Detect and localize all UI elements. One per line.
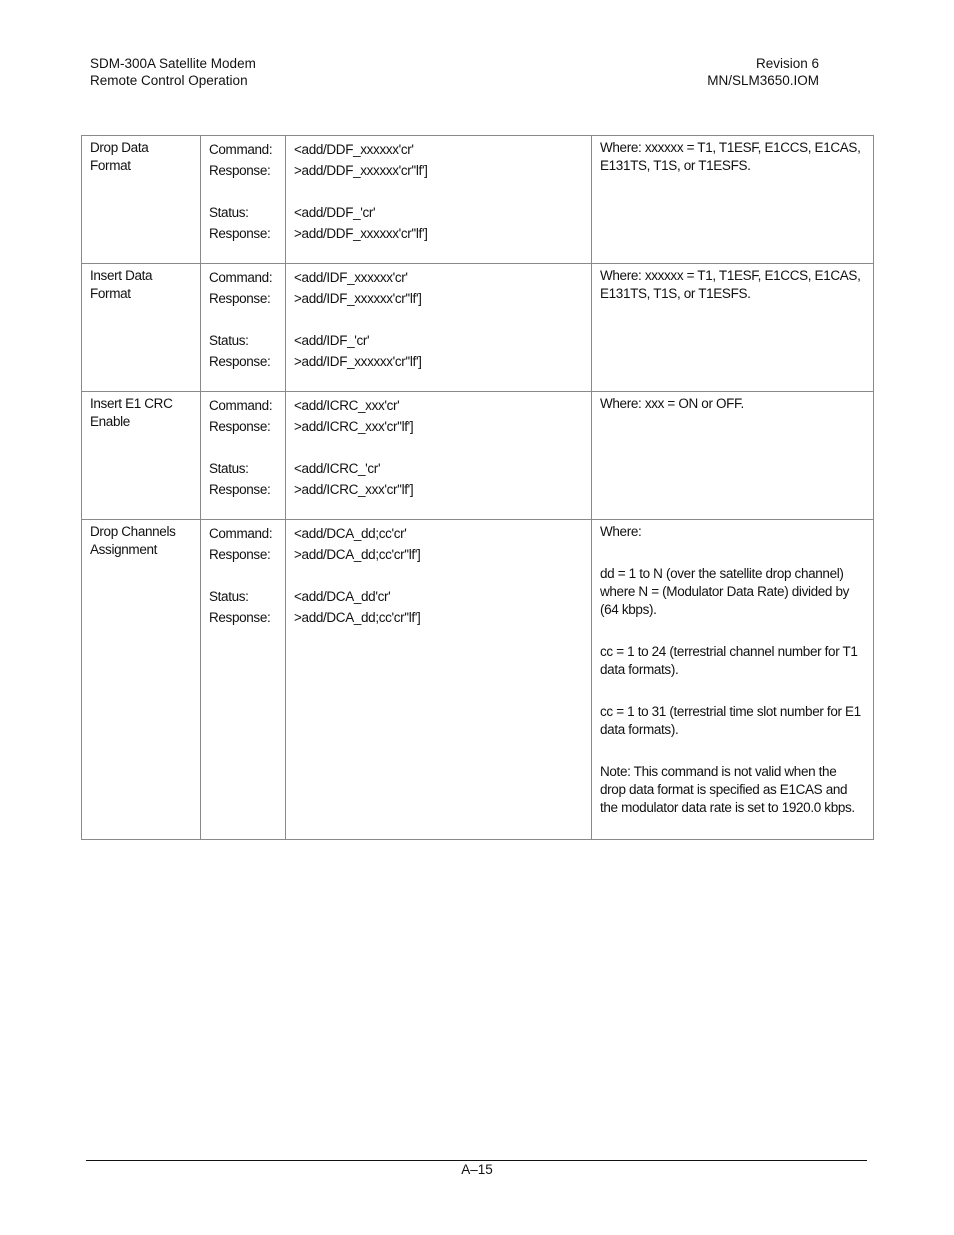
response-syntax: >add/DCA_dd;cc'cr''lf']	[294, 610, 421, 625]
table-row	[82, 392, 874, 520]
response-syntax: >add/DCA_dd;cc'cr''lf']	[294, 547, 421, 562]
response-label: Response:	[209, 354, 271, 369]
status-syntax: <add/IDF_'cr'	[294, 333, 370, 348]
description-note: Note: This command is not valid when the drop data format is specified as E1CAS and the modulator data rate is set to 1920.0 kbps.	[600, 764, 855, 815]
table-row	[82, 264, 874, 392]
page-header-left	[90, 56, 256, 89]
syntax-cell	[286, 136, 592, 264]
status-label: Status:	[209, 333, 249, 348]
description-text: Where: xxxxxx = T1, T1ESF, E1CCS, E1CAS, E131TS, T1S, or T1ESFS.	[600, 140, 861, 173]
parameter-name: Insert E1 CRC Enable	[90, 396, 173, 429]
response-syntax: >add/IDF_xxxxxx'cr''lf']	[294, 354, 422, 369]
description-cell	[592, 136, 874, 264]
description-text: Where:	[600, 524, 642, 539]
label-cell	[201, 264, 286, 392]
command-syntax: <add/DCA_dd;cc'cr'	[294, 526, 407, 541]
document-section: Remote Control Operation	[90, 72, 248, 88]
parameter-name: Drop Channels Assignment	[90, 524, 176, 557]
command-label: Command:	[209, 270, 273, 285]
parameter-name-cell	[82, 520, 201, 840]
command-syntax: <add/ICRC_xxx'cr'	[294, 398, 400, 413]
response-label: Response:	[209, 610, 271, 625]
syntax-cell	[286, 520, 592, 840]
response-label: Response:	[209, 482, 271, 497]
description-cell	[592, 264, 874, 392]
status-syntax: <add/DCA_dd'cr'	[294, 589, 391, 604]
syntax-cell	[286, 392, 592, 520]
parameter-name: Drop Data Format	[90, 140, 149, 173]
label-cell	[201, 136, 286, 264]
parameter-name-cell	[82, 392, 201, 520]
description-cell	[592, 520, 874, 840]
status-syntax: <add/DDF_'cr'	[294, 205, 376, 220]
page-header-right	[700, 56, 819, 89]
parameter-name: Insert Data Format	[90, 268, 153, 301]
command-label: Command:	[209, 398, 273, 413]
response-syntax: >add/IDF_xxxxxx'cr''lf']	[294, 291, 422, 306]
syntax-cell	[286, 264, 592, 392]
response-syntax: >add/DDF_xxxxxx'cr''lf']	[294, 163, 428, 178]
parameter-name-cell	[82, 264, 201, 392]
response-syntax: >add/DDF_xxxxxx'cr''lf']	[294, 226, 428, 241]
document-title: SDM-300A Satellite Modem	[90, 56, 256, 71]
description-text: dd = 1 to N (over the satellite drop channel) where N = (Modulator Data Rate) divided by (64 kbps).	[600, 566, 850, 617]
table-row	[82, 136, 874, 264]
response-syntax: >add/ICRC_xxx'cr''lf']	[294, 482, 414, 497]
command-syntax: <add/IDF_xxxxxx'cr'	[294, 270, 408, 285]
status-label: Status:	[209, 461, 249, 476]
parameter-name-cell	[82, 136, 201, 264]
table-row	[82, 520, 874, 840]
description-text: cc = 1 to 31 (terrestrial time slot number for E1 data formats).	[600, 704, 861, 737]
description-text: Where: xxxxxx = T1, T1ESF, E1CCS, E1CAS, E131TS, T1S, or T1ESFS.	[600, 268, 861, 301]
status-label: Status:	[209, 589, 249, 604]
footer-divider	[86, 1160, 867, 1161]
label-cell	[201, 392, 286, 520]
status-label: Status:	[209, 205, 249, 220]
description-text: cc = 1 to 24 (terrestrial channel number for T1 data formats).	[600, 644, 858, 677]
response-label: Response:	[209, 291, 271, 306]
response-label: Response:	[209, 163, 271, 178]
response-label: Response:	[209, 226, 271, 241]
revision-label: Revision 6	[755, 56, 819, 71]
response-syntax: >add/ICRC_xxx'cr''lf']	[294, 419, 414, 434]
status-syntax: <add/ICRC_'cr'	[294, 461, 381, 476]
command-label: Command:	[209, 526, 273, 541]
description-text: Where: xxx = ON or OFF.	[600, 396, 744, 411]
description-cell	[592, 392, 874, 520]
response-label: Response:	[209, 419, 271, 434]
page-number: A–15	[461, 1162, 493, 1177]
response-label: Response:	[209, 547, 271, 562]
command-label: Command:	[209, 142, 273, 157]
document-number: MN/SLM3650.IOM	[707, 72, 819, 88]
label-cell	[201, 520, 286, 840]
command-syntax: <add/DDF_xxxxxx'cr'	[294, 142, 414, 157]
command-table	[81, 135, 874, 840]
